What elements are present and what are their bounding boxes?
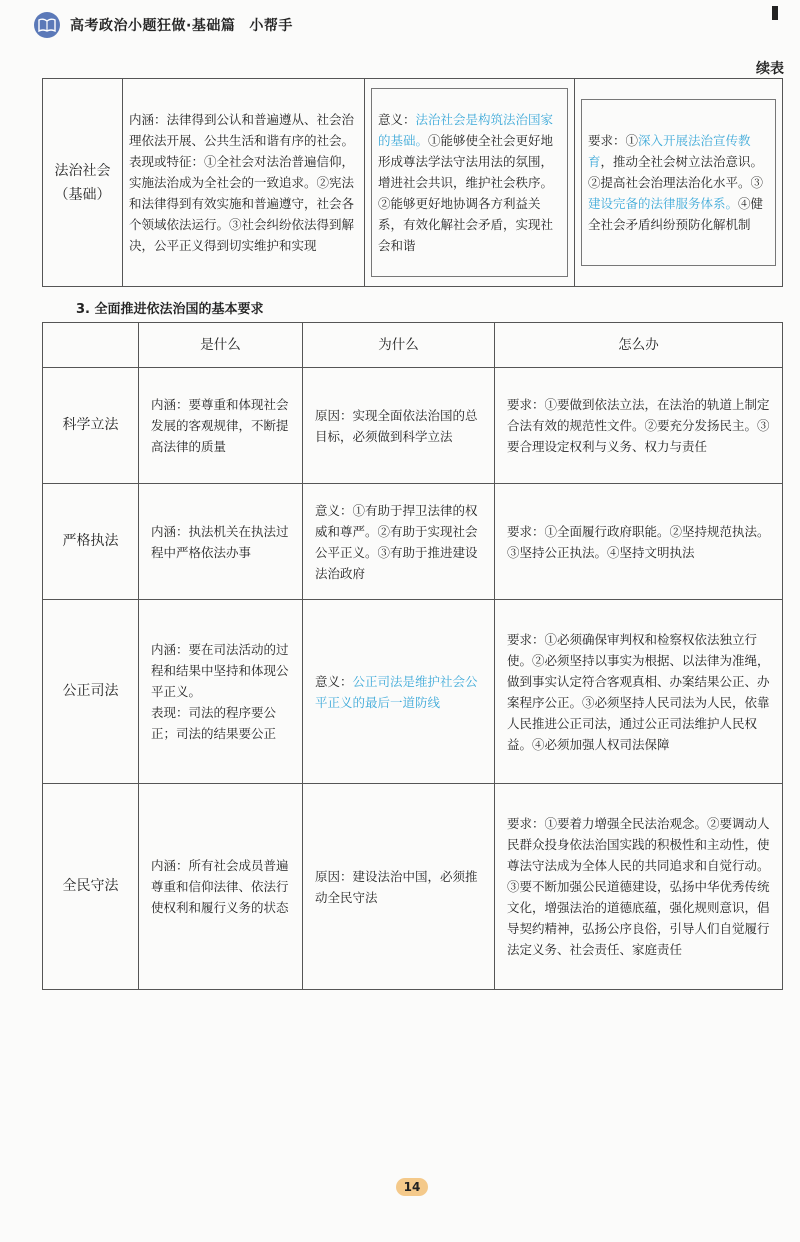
why-prefix: 意义： — [315, 673, 353, 689]
header-why: 为什么 — [303, 323, 495, 368]
requirement-cell — [575, 79, 783, 287]
row-what: 内涵：要尊重和体现社会发展的客观规律，不断提高法律的质量 — [139, 368, 303, 484]
row-why — [303, 600, 495, 784]
book-title: 高考政治小题狂做·基础篇 — [70, 18, 236, 34]
row-what: 内涵：执法机关在执法过程中严格依法办事 — [139, 484, 303, 600]
table-row — [43, 600, 783, 784]
row-how: 要求：①要做到依法立法，在法治的轨道上制定合法有效的规范性文件。②要充分发扬民主。③要合理设定权利与义务、权力与责任 — [495, 368, 783, 484]
row-category: 公正司法 — [43, 600, 139, 784]
row-why: 意义：①有助于捍卫法律的权威和尊严。②有助于实现社会公平正义。③有助于推进建设法治政府 — [303, 484, 495, 600]
requirement-highlight-1: 深入开展法治宣传教育 — [588, 133, 751, 169]
row-category: 科学立法 — [43, 368, 139, 484]
row-category: 全民守法 — [43, 784, 139, 990]
header-what: 是什么 — [139, 323, 303, 368]
row-how: 要求：①必须确保审判权和检察权依法独立行使。②必须坚持以事实为根据、以法律为准绳，做到事实认定符合客观真相、办案结果公正、办案程序公正。③必须坚持人民司法为人民，依靠人民推进公正司法，通过公正司法维护人民权益。④必须加强人权司法保障 — [495, 600, 783, 784]
rule-of-law-society-table — [42, 78, 783, 287]
section-title: 3. 全面推进依法治国的基本要求 — [76, 302, 264, 317]
row-why: 原因：建设法治中国，必须推动全民守法 — [303, 784, 495, 990]
book-subtitle: 小帮手 — [249, 18, 293, 34]
content-text: 内涵：法律得到公认和普遍遵从、社会治理依法开展、公共生活和谐有序的社会。 表现或特征：①全社会对法治普遍信仰，实施法治成为全社会的一致追求。②宪法和法律得到有效实施和普遍遵守，社会各个领域依法运行。③社会纠纷依法得到解决，公平正义得到切实维护和实现 — [129, 112, 355, 253]
requirement-middle: ，推动全社会树立法治意识。②提高社会治理法治化水平。③ — [588, 154, 764, 190]
row-how: 要求：①全面履行政府职能。②坚持规范执法。③坚持公正执法。④坚持文明执法 — [495, 484, 783, 600]
row-category: 严格执法 — [43, 484, 139, 600]
header-empty — [43, 323, 139, 368]
category-cell — [43, 79, 123, 287]
header-title — [70, 15, 293, 35]
header-how: 怎么办 — [495, 323, 783, 368]
row-what: 内涵：要在司法活动的过程和结果中坚持和体现公平正义。 表现：司法的程序要公正；司法的结果要公正 — [139, 600, 303, 784]
page-header — [34, 10, 293, 40]
why-highlight: 公正司法是维护社会公平正义的最后一道防线 — [315, 673, 478, 710]
significance-highlight: 法治社会是构筑法治国家的基础。 — [378, 112, 554, 148]
corner-mark — [772, 6, 778, 20]
row-how: 要求：①要着力增强全民法治观念。②要调动人民群众投身依法治国实践的积极性和主动性，使尊法守法成为全体人民的共同追求和自觉行动。③要不断加强公民道德建设，弘扬中华优秀传统文化，增强法治的道德底蕴，强化规则意识，倡导契约精神，弘扬公序良俗，引导人们自觉履行法定义务、社会责任、家庭责任 — [495, 784, 783, 990]
table-row — [43, 784, 783, 990]
rule-of-law-requirements-table — [42, 322, 783, 990]
content-cell — [123, 79, 365, 287]
row-what: 内涵：所有社会成员普遍尊重和信仰法律、依法行使权利和履行义务的状态 — [139, 784, 303, 990]
significance-prefix: 意义： — [378, 112, 416, 127]
book-logo-icon — [34, 12, 60, 38]
significance-cell — [365, 79, 575, 287]
requirement-prefix: 要求：① — [588, 133, 639, 148]
table-header-row — [43, 323, 783, 368]
row-why: 原因：实现全面依法治国的总目标，必须做到科学立法 — [303, 368, 495, 484]
requirement-rest: ④健全社会矛盾纠纷预防化解机制 — [588, 196, 764, 232]
category-label: 法治社会 （基础） — [54, 162, 111, 203]
requirement-box — [581, 99, 776, 266]
requirement-highlight-2: 建设完备的法律服务体系。 — [588, 196, 739, 211]
table-row — [43, 484, 783, 600]
page-number: 14 — [396, 1178, 428, 1196]
significance-box — [371, 88, 568, 277]
continued-label: 续表 — [756, 61, 784, 77]
significance-text: ①能够使全社会更好地形成尊法学法守法用法的氛围，增进社会共识，维护社会秩序。②能够更好地协调各方利益关系，有效化解社会矛盾，实现社会和谐 — [378, 133, 554, 253]
table-row — [43, 368, 783, 484]
